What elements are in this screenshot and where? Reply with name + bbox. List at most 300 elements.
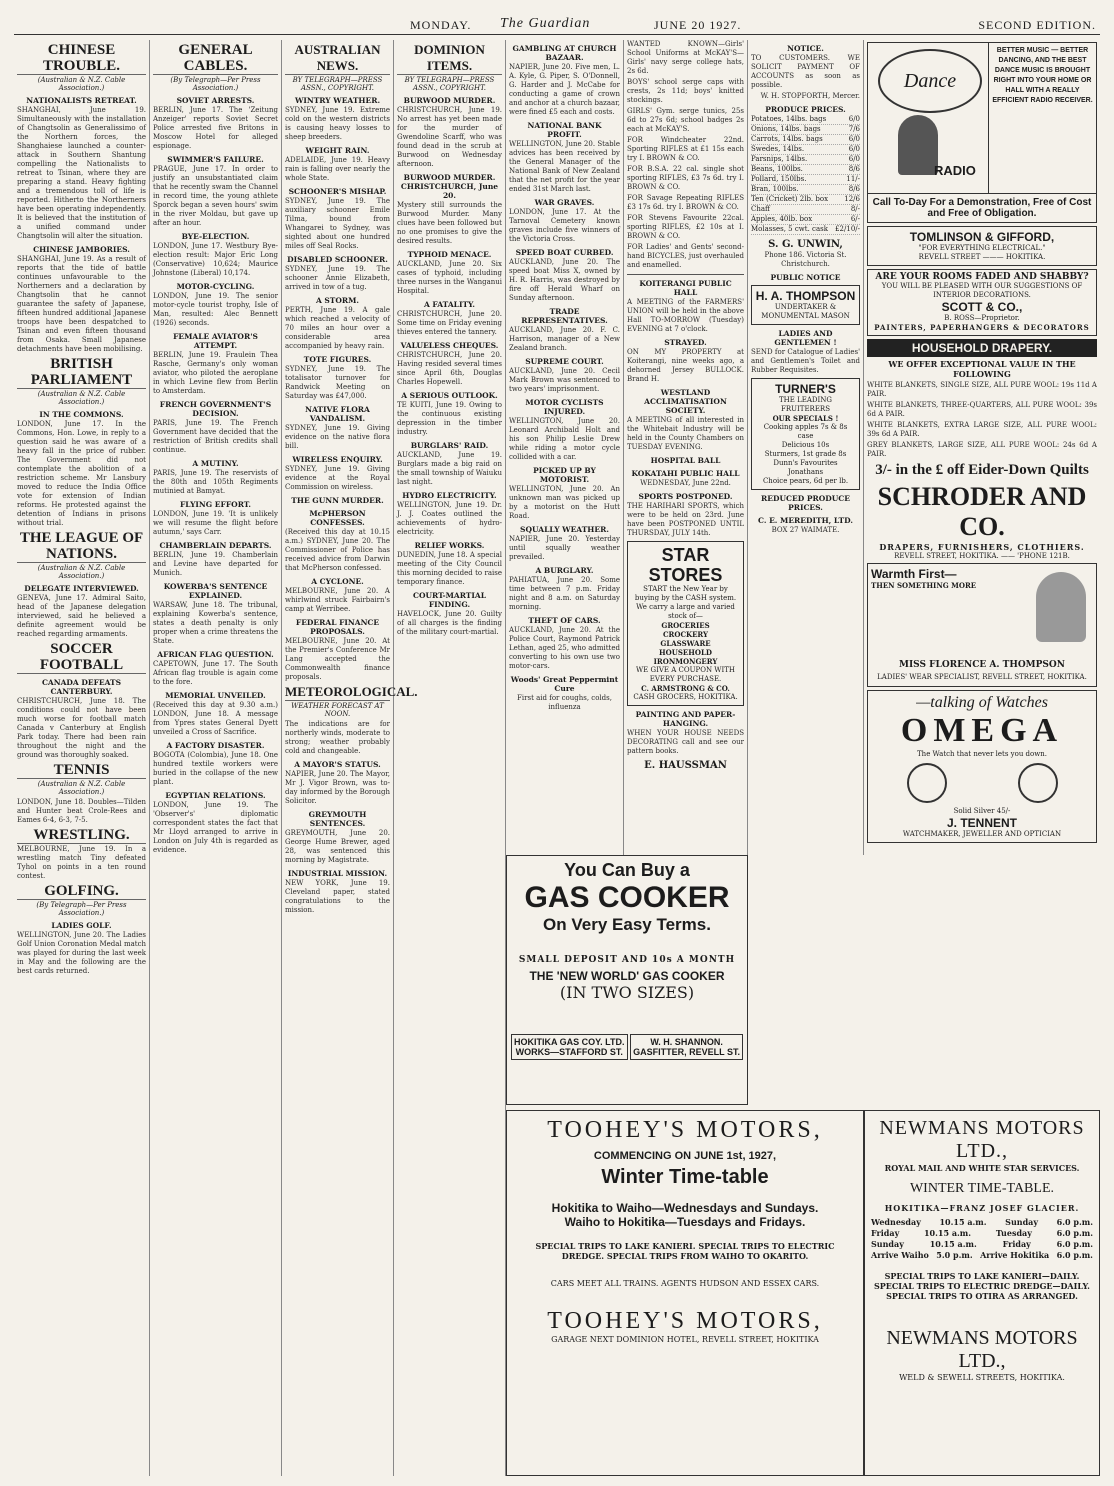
article-text: CAPETOWN, June 17. The South African flag trouble is again come to the fore.: [153, 660, 278, 686]
source: BY TELEGRAPH—PRESS ASSN., COPYRIGHT.: [404, 76, 495, 92]
article-text: GENEVA, June 17. Admiral Saito, head of the Japanese delegation interviewed, said he believed a definite agreement would be reached regarding armaments.: [17, 594, 146, 638]
price-item: Carrots, 14lbs. bags: [751, 135, 823, 143]
price-item: Parsnips, 14lbs.: [751, 155, 808, 163]
article-text: SYDNEY, June 19. Giving evidence on the native flora bill.: [285, 424, 390, 450]
subhead: McPHERSON CONFESSES.: [309, 509, 366, 527]
headline: BRITISH PARLIAMENT: [17, 356, 146, 389]
watch-icon: [907, 763, 947, 803]
source: (Australian & N.Z. Cable Association.): [37, 564, 126, 580]
masthead-date: JUNE 20 1927.: [654, 18, 742, 32]
article-text: WARSAW, June 18. The tribunal, explaining Kowerba's sentence, states a death penalty is only proper when a crime threatens the State.: [153, 601, 278, 645]
subhead: A SERIOUS OUTLOOK.: [401, 391, 498, 400]
masthead-paper: The Guardian: [500, 16, 591, 31]
newmans-motors-ad: [864, 1110, 1100, 1476]
column-dominion-items: [394, 40, 506, 1476]
subhead: C. E. MEREDITH, LTD.: [758, 516, 853, 525]
tooheys-agents: CARS MEET ALL TRAINS. AGENTS HUDSON AND ESSEX CARS.: [550, 1279, 820, 1288]
notice-text: TO CUSTOMERS. WE SOLICIT PAYMENT OF ACCOUNTS as soon as possible.: [751, 54, 860, 89]
subhead: TRADE REPRESENTATIVES.: [521, 307, 608, 325]
woman-figure-icon: [1036, 572, 1086, 642]
table-cell: Arrive Hokitika: [980, 1250, 1050, 1260]
article-text: NEW YORK, June 19. Cleveland paper, stated congratulations to the mission.: [285, 879, 390, 914]
column-classifieds: [624, 40, 748, 855]
tooheys-address: GARAGE NEXT DOMINION HOTEL, REVELL STREET, HOKITIKA: [551, 1335, 819, 1344]
subhead: DISABLED SCHOONER.: [287, 255, 388, 264]
subhead: REDUCED PRODUCE PRICES.: [761, 494, 850, 512]
drapery-item: WHITE BLANKETS, EXTRA LARGE SIZE, ALL PURE WOOL: 39s 6d A PAIR.: [867, 421, 1097, 438]
subhead: PICKED UP BY MOTORIST.: [533, 466, 596, 484]
list-item: Delicious 10s: [781, 441, 830, 449]
list-item: GROCERIES: [661, 621, 710, 630]
subhead: RELIEF WORKS.: [414, 541, 485, 550]
subhead: SWIMMER'S FAILURE.: [167, 155, 264, 164]
article-text: LONDON, June 17. Westbury Bye-election result: Major Eric Long (Conservative) 10,624; Maurice Johnstone (Liberal) 10,174.: [153, 242, 278, 277]
list-item: CROCKERY: [662, 630, 709, 639]
table-row: [751, 215, 860, 225]
gas-headline: You Can Buy a: [564, 860, 690, 880]
woods-ad-text: First aid for coughs, colds, influenza: [517, 694, 612, 711]
table-cell: Friday: [1002, 1239, 1031, 1249]
subhead: SPORTS POSTPONED.: [638, 492, 733, 501]
classified-ad: WANTED KNOWN—Girls' School Uniforms at McKAY'S—Girls' navy serge college hats, 2s 6d.: [627, 40, 744, 75]
notice-text: SEND for Catalogue of Ladies' and Gentlemen's Toilet and Rubber Requisites.: [751, 348, 860, 374]
article-text: ADELAIDE, June 19. Heavy rain is falling over nearly the whole State.: [285, 156, 390, 182]
article-text: SYDNEY, June 19. Extreme cold on the western districts is causing heavy losses to sheep breeders.: [285, 106, 390, 141]
headline: TENNIS: [17, 762, 146, 779]
warmth-address: LADIES' WEAR SPECIALIST, REVELL STREET, HOKITIKA.: [877, 673, 1087, 681]
table-row: [871, 1228, 1093, 1239]
table-cell: 10.15 a.m.: [923, 1228, 972, 1238]
subhead: HYDRO ELECTRICITY.: [402, 491, 497, 500]
subhead: BURGLARS' RAID.: [410, 441, 489, 450]
subhead: SCHOONER'S MISHAP.: [288, 187, 387, 196]
warmth-ad: [867, 563, 1097, 687]
subhead: TOTE FIGURES.: [303, 355, 372, 364]
article-text: DUNEDIN, June 18. A special meeting of the City Council this morning decided to raise temporary finance.: [397, 551, 502, 586]
article-text: AUCKLAND, June 20. At the Police Court, Raymond Patrick Lethan, aged 25, who admitted converting to his own use two motor-cars.: [509, 626, 620, 670]
subhead: MOTOR CYCLISTS INJURED.: [525, 398, 604, 416]
article-text: SYDNEY, June 19. The auxiliary schooner Emile Tilma, bound from Whangarei to Sydney, was sighted about one hundred miles off Seal Rocks.: [285, 197, 390, 250]
tooheys-title: TOOHEY'S MOTORS,: [547, 1117, 823, 1143]
star-stores-text: START the New Year by buying by the CASH system. We carry a large and varied stock of—: [634, 585, 737, 620]
subhead: COURT-MARTIAL FINDING.: [412, 591, 486, 609]
subhead: TYPHOID MENACE.: [407, 250, 492, 259]
subhead: CHINESE JAMBORIES.: [33, 245, 130, 254]
turners-title: TURNER'S: [775, 382, 836, 396]
tooheys-route-out: Hokitika to Waiho—Wednesdays and Sundays.: [551, 1201, 819, 1215]
article-text: LONDON, June 19. The 'Observer's' diplomatic correspondent states the fact that Mr Lloyd arranged to arrive in London on July 4th is regarded as evidence.: [153, 801, 278, 854]
article-text: GREYMOUTH, June 20. George Hume Brewer, aged 28, was sentenced this morning by Magistrate.: [285, 829, 390, 864]
subhead: LADIES GOLF.: [51, 921, 112, 930]
gas-fitter: W. H. SHANNON.: [650, 1037, 723, 1047]
classified-ad: BOYS' school serge caps with crests, 2s 11d; boys' knitted stockings.: [627, 78, 744, 104]
article-text: MELBOURNE, June 19. In a wrestling match Tiny defeated Tyhol on points in a ten round contest.: [17, 845, 146, 880]
source: WEATHER FORECAST AT NOON.: [291, 702, 384, 718]
table-cell: Tuesday: [995, 1228, 1032, 1238]
article-text: WELLINGTON, June 20. The Ladies Golf Union Coronation Medal match was played for during the last week in May and the following are the best cards returned.: [17, 931, 146, 975]
article-text: NAPIER, June 20. Five men, L. A. Kyle, G. Piper, S. O'Donnell, G. Harder and J. McCabe for conducting a game of crown and anchor at a church bazaar, were fined £5 each and costs.: [509, 63, 620, 116]
omega-tagline: The Watch that never lets you down.: [917, 750, 1047, 758]
price-item: Pollard, 150lbs.: [751, 175, 807, 183]
table-row: [751, 115, 860, 125]
table-cell: 5.0 p.m.: [936, 1250, 973, 1260]
tg-address: REVELL STREET ——— HOKITIKA.: [918, 253, 1046, 261]
subhead: A MUTINY.: [192, 459, 239, 468]
notice-text: A MEETING of all interested in the Whitebait Industry will be held in the County Chambers on TUESDAY EVENING.: [627, 416, 744, 451]
dance-title: Dance: [878, 49, 982, 113]
masthead: [14, 18, 1100, 35]
headline: WRESTLING.: [17, 827, 146, 844]
gas-works: WORKS—STAFFORD ST.: [515, 1047, 623, 1057]
subhead: WEIGHT RAIN.: [305, 146, 370, 155]
divider: [627, 274, 744, 275]
classified-ad: FOR Stevens Favourite 22cal. sporting RIFLES, £2 10s at I. BROWN & CO.: [627, 214, 744, 240]
article-text: NAPIER, June 20. The Mayor, Mr J. Vigor Brown, was to-day informed by the Borough Solicitor.: [285, 770, 390, 805]
warmth-shop: MISS FLORENCE A. THOMPSON: [899, 660, 1065, 670]
list-item: Sturmers, 1st grade 8s: [764, 450, 847, 458]
scott-headline: ARE YOUR ROOMS FADED AND SHABBY?: [875, 272, 1089, 282]
source: (By Telegraph—Per Press Association.): [36, 901, 127, 917]
watches-headline: —talking of Watches: [916, 694, 1048, 711]
notice-text: WEDNESDAY, June 22nd.: [640, 479, 731, 487]
article-text: MELBOURNE, June 20. At the Premier's Conference Mr Lang accepted the Commonwealth finance proposals.: [285, 637, 390, 681]
price-value: 6/0: [848, 145, 860, 153]
table-cell: Sunday: [1005, 1217, 1039, 1227]
table-row: [751, 195, 860, 205]
gas-company: HOKITIKA GAS COY. LTD.: [514, 1037, 625, 1047]
subhead: A FATALITY.: [423, 300, 476, 309]
subhead: GAMBLING AT CHURCH BAZAAR.: [512, 44, 617, 62]
article-text: WELLINGTON, June 20. Leonard Archibald Holt and his son Philip Leslie Drew while riding a motor cycle collided with a car.: [509, 417, 620, 461]
subhead: FLYING EFFORT.: [179, 500, 252, 509]
article-text: HAVELOCK, June 20. Guilty of all charges is the finding of the military court-martial.: [397, 610, 502, 636]
price-value: 8/6: [848, 165, 860, 173]
table-cell: Sunday: [871, 1239, 904, 1249]
article-text: Mystery still surrounds the Burwood Murder. Many clues have been followed but no one promises to give the desired results.: [397, 201, 502, 245]
headline: DOMINION ITEMS.: [397, 42, 502, 75]
scott-proprietor: B. ROSS—Proprietor.: [944, 314, 1020, 322]
gas-footer: [511, 1034, 743, 1060]
newmans-title: NEWMANS MOTORS LTD.,: [879, 1117, 1085, 1162]
article-text: (Received this day at 9.30 a.m.) LONDON, June 18. A message from Ypres states General Dyett unveiled a Cross of Sacrifice.: [153, 701, 278, 736]
article-text: LONDON, June 19. The senior motor-cycle tourist trophy, Isle of Man, resulted: Alec Bennett (1926) seconds.: [153, 292, 278, 327]
omega-ad: [867, 690, 1097, 843]
table-row: [871, 1217, 1093, 1228]
table-cell: 10.15 a.m.: [929, 1239, 977, 1249]
column-general-cables: [150, 40, 282, 1476]
newmans-address: WELD & SEWELL STREETS, HOKITIKA.: [899, 1373, 1065, 1382]
drapery-item: WHITE BLANKETS, THREE-QUARTERS, ALL PURE WOOL: 39s 6d A PAIR.: [867, 401, 1097, 418]
table-cell: 10.15 a.m.: [939, 1217, 987, 1227]
subhead: NATIVE FLORA VANDALISM.: [305, 405, 370, 423]
article-text: PARIS, June 19. The French Government have decided that the restriction of British credits shall continue.: [153, 419, 278, 454]
dance-illustration: [868, 43, 989, 193]
notice-text: A MEETING of the FARMERS' UNION will be held in the above Hall TO-MORROW (Tuesday) EVENING at 7 o'clock.: [627, 298, 744, 333]
price-value: 8/6: [848, 185, 860, 193]
tooheys-motors-ad: [506, 1110, 864, 1476]
table-row: [751, 175, 860, 185]
classified-ad: FOR B.S.A. 22 cal. single shot sporting RIFLES, £3 7s 6d. try I. BROWN & CO.: [627, 165, 744, 191]
subhead: PAINTING AND PAPER-HANGING.: [635, 710, 736, 728]
price-value: 6/0: [848, 155, 860, 163]
tooheys-title-footer: TOOHEY'S MOTORS,: [547, 1308, 823, 1334]
article-text: WELLINGTON, June 20. An unknown man was picked up by a motorist on the Hutt Road.: [509, 485, 620, 520]
article-text: CHRISTCHURCH, June 20. Some time on Friday evening thieves entered the tannery.: [397, 310, 502, 336]
source: BY TELEGRAPH—PRESS ASSN., COPYRIGHT.: [292, 76, 383, 92]
article-text: (Received this day at 10.15 a.m.) SYDNEY, June 20. The Commissioner of Police has received advice from Darwin that McPherson confessed.: [285, 528, 390, 572]
column-australian-news: [282, 40, 418, 1476]
table-row: [751, 135, 860, 145]
article-text: WELLINGTON, June 19. Dr. J. J. Coates outlined the achievements of hydro-electricity.: [397, 501, 502, 536]
tooheys-timetable: Winter Time-table: [601, 1166, 769, 1188]
table-row: [871, 1250, 1093, 1261]
subhead: VALUELESS CHEQUES.: [400, 341, 499, 350]
star-stores-coupon: WE GIVE A COUPON WITH EVERY PURCHASE.: [635, 666, 736, 683]
article-text: LONDON, June 18. Doubles—Tilden and Hunter beat Crole-Rees and Eames 6-4, 6-3, 7-5.: [17, 798, 146, 824]
subhead: NOTICE.: [787, 44, 824, 53]
schroder-title: SCHRODER AND CO.: [877, 482, 1087, 541]
article-text: BOGOTA (Colombia), June 18. One hundred textile workers were buried in the collapse of the new plant.: [153, 751, 278, 786]
subhead: KOWERBA'S SENTENCE EXPLAINED.: [163, 582, 268, 600]
source: (Australian & N.Z. Cable Association.): [37, 780, 126, 796]
tooheys-start: COMMENCING ON JUNE 1st, 1927,: [593, 1150, 777, 1162]
newmans-special-trips: SPECIAL TRIPS TO LAKE KANIERI—DAILY. SPECIAL TRIPS TO ELECTRIC DREDGE—DAILY. SPECIAL TRIPS TO OTIRA AS ARRANGED.: [874, 1271, 1090, 1301]
notice-text: ON MY PROPERTY at Koiterangi, nine weeks ago, a dehorned Jersey BULLOCK. Brand H.: [627, 348, 744, 383]
drapery-banner: HOUSEHOLD DRAPERY.: [867, 339, 1097, 357]
table-cell: Arrive Waiho: [871, 1250, 929, 1260]
omega-wordmark: OMEGA: [900, 712, 1064, 749]
gas-sizes: (IN TWO SIZES): [559, 983, 695, 1002]
price-item: Ten (Cricket) 2lb. box: [751, 195, 829, 203]
subhead: LADIES AND GENTLEMEN !: [774, 329, 837, 347]
table-row: [751, 125, 860, 135]
article-text: SHANGHAI, June 19. Simultaneously with the installation of Changtsolin as Generalissimo of the Northern forces, the Shanghaiese launched a counter-attack in Southern Shantung compelling the Nationalists to retreat to Tsinan, where they are preparing a stand. Heavy fighting and a tremendous toll of life is reported. Hitherto the Northerners have been operating independently. It is believed that the institution of a unified command under Changtsolin will alter the situation.: [17, 106, 146, 240]
classified-ad: GIRLS' Gym. serge tunics, 25s 6d to 27s 6d; school badges 2s each at McKAY'S.: [627, 107, 744, 133]
schroder-address: REVELL STREET, HOKITIKA. —— 'PHONE 121B.: [894, 552, 1070, 560]
article-text: SYDNEY, June 19. The schooner Annie Elizabeth, arrived in tow of a tug.: [285, 265, 390, 291]
article-text: The indications are for northerly winds, moderate to strong; weather probably cold and changeable.: [285, 720, 390, 755]
table-row: [751, 155, 860, 165]
drapery-subtitle: WE OFFER EXCEPTIONAL VALUE IN THE FOLLOWING: [888, 359, 1076, 379]
table-cell: Wednesday: [871, 1217, 921, 1227]
article-text: CHRISTCHURCH, June 19. No arrest has yet been made for the murder of Gwendoline Scarff, who was found dead in the scrub at Burwood on Wednesday afternoon.: [397, 106, 502, 168]
column-news-items: [506, 40, 624, 855]
thompson-title: H. A. THOMPSON: [755, 289, 856, 303]
subhead: A BURGLARY.: [535, 566, 594, 575]
classified-ad: FOR Windcheater 22nd. Sporting RIFLES at £1 15s each try I. BROWN & CO.: [627, 136, 744, 162]
headline: SOCCER FOOTBALL: [17, 641, 146, 674]
price-value: 6/0: [848, 115, 860, 123]
subhead: IN THE COMMONS.: [39, 410, 124, 419]
subhead: GREYMOUTH SENTENCES.: [308, 810, 367, 828]
star-stores-title: STAR STORES: [648, 545, 723, 585]
source: (By Telegraph—Per Press Association.): [170, 76, 261, 92]
subhead: SQUALLY WEATHER.: [520, 525, 609, 534]
tomlinson-gifford-ad: [867, 226, 1097, 266]
article-text: PARIS, June 19. The reservists of the 80th and 105th Regiments mutinied at Bamyat.: [153, 469, 278, 495]
turners-specials: OUR SPECIALS !: [772, 414, 839, 423]
gas-cooker-ad: [506, 855, 748, 1105]
article-text: BERLIN, June 17. The 'Zeitung Anzeiger' reports Soviet Secret Police arrested five Britons in Moscow Hotel for alleged espionage.: [153, 106, 278, 150]
table-row: [751, 145, 860, 155]
subhead: WINTRY WEATHER.: [294, 96, 381, 105]
article-text: LONDON, June 17. In the Commons, Hon. Lowe, in reply to a question said he was aware of a heavy fall in the price of rubber. The Government did not contemplate the abolition of a restriction scheme. Mr Lansbury moved to reduce the India Office vote for extension of Indian reforms. He protested against the detention of Indians in prisons without trial.: [17, 420, 146, 527]
tg-tagline: "FOR EVERYTHING ELECTRICAL.": [918, 244, 1046, 252]
price-item: Apples, 40lb. box: [751, 215, 813, 223]
article-text: AUCKLAND, June 20. Cecil Mark Brown was sentenced to two years' imprisonment.: [509, 367, 620, 393]
price-value: 12/6: [844, 195, 860, 203]
article-text: PRAGUE, June 17. In order to justify an unsubstantiated claim that he recently swam the Channel in record time, the young athlete Sporck began a seven hours' swim in the river Moldau, but gave up after an hour.: [153, 165, 278, 227]
article-text: TE KUITI, June 19. Owing to the continuous existing depression in the timber industry.: [397, 401, 502, 436]
article-text: PAHIATUA, June 20. Some time between 7 p.m. Friday night and 8 a.m. on Saturday morning.: [509, 576, 620, 611]
newmans-route: HOKITIKA—FRANZ JOSEF GLACIER.: [884, 1203, 1080, 1213]
article-text: PERTH, June 19. A gale which reached a velocity of 70 miles an hour over a considerable area accompanied by heavy rain.: [285, 306, 390, 350]
table-cell: 6.0 p.m.: [1056, 1228, 1093, 1238]
subhead: A STORM.: [315, 296, 360, 305]
headline: CHINESE TROUBLE.: [17, 42, 146, 75]
produce-price-list: [751, 115, 860, 235]
subhead: DELEGATE INTERVIEWED.: [24, 584, 139, 593]
classified-ad: FOR Ladies' and Gents' second-hand BICYCLES, just overhauled and enamelled.: [627, 243, 744, 269]
article-text: BERLIN, June 19. Chamberlain and Levine have departed for Munich.: [153, 551, 278, 577]
headline: GOLFING.: [17, 883, 146, 900]
article-text: AUCKLAND, June 20. Six cases of typhoid, including three nurses in the Wanganui Hospital.: [397, 260, 502, 295]
price-item: Potatoes, 14lbs. bags: [751, 115, 827, 123]
subhead: THEFT OF CARS.: [528, 616, 601, 625]
dancers-icon: [898, 115, 938, 175]
table-cell: Friday: [871, 1228, 900, 1238]
turners-ad: [751, 378, 860, 490]
subhead: NATIONALISTS RETREAT.: [26, 96, 137, 105]
scott-ad: [867, 269, 1097, 336]
table-row: [871, 1239, 1093, 1250]
notice-text: Phone 186. Victoria St. Christchurch.: [764, 251, 847, 268]
subhead: CHAMBERLAIN DEPARTS.: [159, 541, 272, 550]
subhead: E. HAUSSMAN: [644, 760, 727, 771]
masthead-edition: SECOND EDITION.: [978, 18, 1096, 32]
gas-deposit: SMALL DEPOSIT AND 10s A MONTH: [518, 955, 736, 965]
table-cell: 6.0 p.m.: [1056, 1250, 1093, 1260]
headline: THE LEAGUE OF NATIONS.: [17, 530, 146, 563]
table-cell: 6.0 p.m.: [1056, 1239, 1093, 1249]
watch-icon: [1018, 763, 1058, 803]
subhead: WESTLAND ACCLIMATISATION SOCIETY.: [644, 388, 727, 415]
newmans-services: ROYAL MAIL AND WHITE STAR SERVICES.: [884, 1163, 1080, 1173]
price-item: Beans, 100lbs.: [751, 165, 803, 173]
source: (Australian & N.Z. Cable Association.): [37, 76, 126, 92]
headline: METEOROLOGICAL.: [285, 684, 418, 699]
source: (Australian & N.Z. Cable Association.): [37, 390, 126, 406]
price-value: £2/10/-: [835, 225, 860, 233]
column-notices: [748, 40, 864, 855]
subhead: INDUSTRIAL MISSION.: [287, 869, 388, 878]
list-item: GLASSWARE: [660, 639, 711, 648]
scott-title: SCOTT & CO.,: [941, 300, 1023, 314]
notice-signature: W. H. STOPFORTH, Mercer.: [760, 92, 860, 100]
star-stores-address: CASH GROCERS, HOKITIKA.: [633, 693, 738, 701]
subhead: BURWOOD MURDER.: [403, 96, 496, 105]
subhead: SPEED BOAT CURBED.: [515, 248, 614, 257]
article-text: WELLINGTON, June 20. Stable advices has been received by the General Manager of the National Bank of New Zealand that the net profit for the year ended 31st March last.: [509, 140, 620, 193]
article-text: LONDON, June 17. At the Tarnoval Cemetery known graves include five winners of the Victoria Cross.: [509, 208, 620, 243]
gas-company-box: [511, 1034, 628, 1060]
classified-ad: FOR Savage Repeating RIFLES £3 17s 6d. try I. BROWN & CO.: [627, 194, 744, 211]
article-text: SHANGHAI, June 19. As a result of reports that the tide of battle continues unfavourable to the Northerners and a declaration by Changtsolin that he cannot guarantee the safety of Japanese, fifteen hundred additional Japanese troops have been despatched to Tsinan and even fifteen thousand from Osaka. Small Japanese detachments have been mobilising.: [17, 255, 146, 353]
subhead: FEMALE AVIATOR'S ATTEMPT.: [173, 332, 258, 350]
article-text: AUCKLAND, June 20. F. C. Harrison, manager of a New Zealand branch.: [509, 326, 620, 352]
subhead: WIRELESS ENQUIRY.: [292, 455, 383, 464]
subhead: MEMORIAL UNVEILED.: [165, 691, 266, 700]
price-value: 7/6: [848, 125, 860, 133]
subhead: EGYPTIAN RELATIONS.: [165, 791, 266, 800]
subhead: KOITERANGI PUBLIC HALL: [639, 279, 732, 297]
price-value: 8/-: [850, 205, 860, 213]
price-item: Swedes, 14lbs.: [751, 145, 805, 153]
warmth-title: Warmth First—: [871, 567, 957, 581]
turners-subtitle: THE LEADING FRUITERERS: [778, 396, 833, 413]
thompson-text: UNDERTAKER & MONUMENTAL MASON: [761, 303, 850, 320]
dance-text: BETTER MUSIC — BETTER DANCING, AND THE BEST DANCE MUSIC IS BROUGHT RIGHT INTO YOUR HOME OR HALL WITH A REALLY EFFICIENT RADIO RECEIVER.: [992, 47, 1093, 104]
dance-callout: Call To-Day For a Demonstration, Free of Cost and Free of Obligation.: [867, 194, 1097, 223]
subhead: FRENCH GOVERNMENT'S DECISION.: [159, 400, 272, 418]
drapery-item: GREY BLANKETS, LARGE SIZE, ALL PURE WOOL: 24s 6d A PAIR.: [867, 441, 1097, 458]
subhead: THE GUNN MURDER.: [291, 496, 384, 505]
table-row: [751, 205, 860, 215]
subhead: CANADA DEFEATS CANTERBURY.: [41, 678, 122, 696]
woods-ad-title: Woods' Great Peppermint Cure: [510, 675, 619, 693]
notice-text: BOX 27 WAIMATE.: [771, 526, 840, 534]
table-row: [751, 165, 860, 175]
subhead: PRODUCE PRICES.: [765, 105, 846, 114]
scott-trades: PAINTERS, PAPERHANGERS & DECORATORS: [874, 323, 1090, 332]
gas-product: GAS COOKER: [524, 881, 730, 914]
list-item: Choice pears, 6d per lb.: [762, 477, 849, 485]
price-item: Onions, 14lbs. bags: [751, 125, 821, 133]
list-item: Jonathans: [787, 468, 824, 476]
article-text: AUCKLAND, June 19. Burglars made a big raid on the small township of Waiuku last night.: [397, 451, 502, 486]
subhead: NATIONAL BANK PROFIT.: [527, 121, 602, 139]
article-text: BERLIN, June 19. Fraulein Thea Rasche, Germany's only woman aviator, who piloted the aeroplane in which Levine flew from Berlin to Amsterdam.: [153, 351, 278, 395]
price-value: 11/-: [846, 175, 860, 183]
gas-fitter-address: GASFITTER, REVELL ST.: [633, 1047, 740, 1057]
table-cell: 6.0 p.m.: [1056, 1217, 1093, 1227]
price-item: Bran, 100lbs.: [751, 185, 799, 193]
warmth-subtitle: THEN SOMETHING MORE: [871, 581, 977, 590]
list-item: HOUSEHOLD IRONMONGERY: [653, 648, 718, 666]
price-item: Chaff: [751, 205, 771, 213]
article-text: AUCKLAND, June 20. The speed boat Miss X, owned by H. R. Harris, was destroyed by fire off Herald Wharf on Sunday afternoon.: [509, 258, 620, 302]
subhead: MOTOR-CYCLING.: [176, 282, 255, 291]
subhead: WAR GRAVES.: [534, 198, 595, 207]
eiderdown-offer: 3/- in the £ off Eider-Down Quilts: [875, 462, 1089, 478]
gas-fitter-box: [630, 1034, 743, 1060]
drapery-item: WHITE BLANKETS, SINGLE SIZE, ALL PURE WOOL: 19s 11d A PAIR.: [867, 381, 1097, 398]
list-item: Dunn's Favourites: [773, 459, 838, 467]
star-stores-proprietor: C. ARMSTRONG & CO.: [641, 684, 730, 693]
article-text: CHRISTCHURCH, June 18. The conditions could not have been much worse for football match Canada v Canterbury at English Park today. There had been rain throughout the night and the ground was thoroughly soaked.: [17, 697, 146, 759]
subhead: KOKATAHI PUBLIC HALL: [631, 469, 740, 478]
subhead: HOSPITAL BALL: [650, 456, 721, 465]
table-row: [751, 225, 860, 235]
masthead-day: MONDAY.: [410, 18, 472, 32]
tooheys-route-back: Waiho to Hokitika—Tuesdays and Fridays.: [564, 1215, 806, 1229]
subhead: A FACTORY DISASTER.: [166, 741, 265, 750]
newmans-title-footer: NEWMANS MOTORS LTD.,: [886, 1327, 1078, 1372]
tooheys-special-trips: SPECIAL TRIPS TO LAKE KANIERI. SPECIAL TRIPS TO ELECTRIC DREDGE. SPECIAL TRIPS FROM WAIHO TO OKARITO.: [535, 1241, 835, 1261]
tennent-title: J. TENNENT: [946, 816, 1017, 830]
article-text: NAPIER, June 20. Yesterday until squally weather prevailed.: [509, 535, 620, 561]
article-text: SYDNEY, June 19. The totalisator turnover for Randwick Meeting on Saturday was £47,000.: [285, 365, 390, 400]
